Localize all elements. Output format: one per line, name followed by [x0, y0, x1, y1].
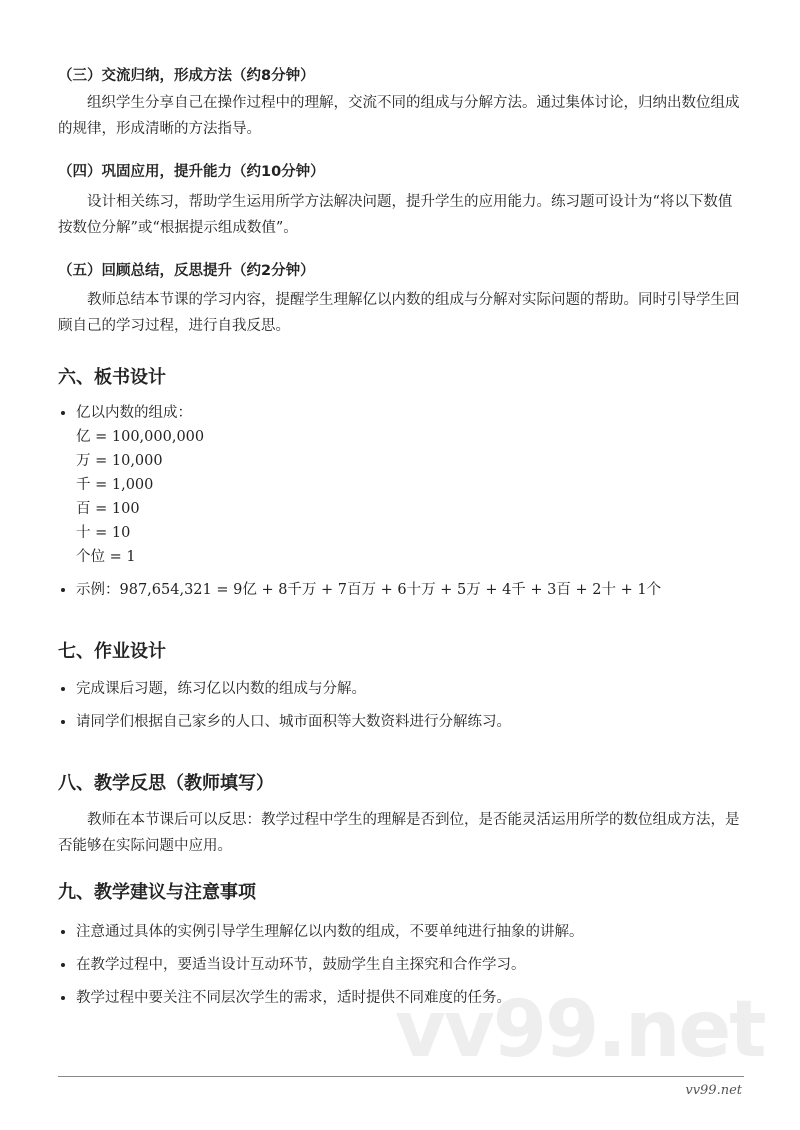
footer-site: vv99.net [685, 1083, 742, 1098]
advice-item: • 教学过程中要关注不同层次学生的需求，适时提供不同难度的任务。 [76, 986, 744, 1010]
board-intro-item [76, 401, 744, 569]
reflection-heading: 八、教学反思（教师填写） [58, 773, 274, 794]
homework-item: • 请同学们根据自己家乡的人口、城市面积等大数资料进行分解练习。 [76, 710, 744, 734]
board-line: 百 = 100 [76, 501, 140, 517]
board-line: 亿 = 100,000,000 [76, 429, 205, 445]
board-design-heading: 六、板书设计 [58, 367, 166, 388]
board-intro: 亿以内数的组成： [76, 405, 192, 421]
footer-divider [58, 1076, 744, 1077]
advice-item: • 在教学过程中，要适当设计互动环节，鼓励学生自主探究和合作学习。 [76, 953, 744, 977]
board-line: 十 = 10 [76, 525, 131, 541]
homework-item: • 完成课后习题，练习亿以内数的组成与分解。 [76, 677, 744, 701]
section-4-title: （四）巩固应用，提升能力（约10分钟） [58, 164, 325, 180]
section-4-text: 设计相关练习，帮助学生运用所学方法解决问题，提升学生的应用能力。练习题可设计为“将以下数值按数位分解”或“根据提示组成数值”。 [58, 194, 733, 236]
homework-heading: 七、作业设计 [58, 641, 166, 662]
section-3-title: （三）交流归纳，形成方法（约8分钟） [58, 68, 315, 84]
board-line: 千 = 1,000 [76, 477, 154, 493]
section-5-text: 教师总结本节课的学习内容，提醒学生理解亿以内数的组成与分解对实际问题的帮助。同时引导学生回顾自己的学习过程，进行自我反思。 [58, 292, 740, 334]
board-line: 万 = 10,000 [76, 453, 163, 469]
watermark: vv99.net [395, 985, 765, 1075]
board-example: • 示例：987,654,321 = 9亿 + 8千万 + 7百万 + 6十万 + 5万 + 4千 + 3百 + 2十 + 1个 [76, 578, 744, 602]
reflection-text: 教师在本节课后可以反思：教学过程中学生的理解是否到位，是否能灵活运用所学的数位组成方法，是否能够在实际问题中应用。 [58, 812, 740, 854]
advice-item: • 注意通过具体的实例引导学生理解亿以内数的组成，不要单纯进行抽象的讲解。 [76, 920, 744, 944]
board-line: 个位 = 1 [76, 549, 136, 565]
board-design-list [58, 401, 744, 602]
advice-heading: 九、教学建议与注意事项 [58, 882, 256, 903]
section-5-title: （五）回顾总结，反思提升（约2分钟） [58, 263, 315, 279]
homework-list [58, 677, 744, 743]
section-3-text: 组织学生分享自己在操作过程中的理解，交流不同的组成与分解方法。通过集体讨论，归纳出数位组成的规律，形成清晰的方法指导。 [58, 95, 740, 137]
